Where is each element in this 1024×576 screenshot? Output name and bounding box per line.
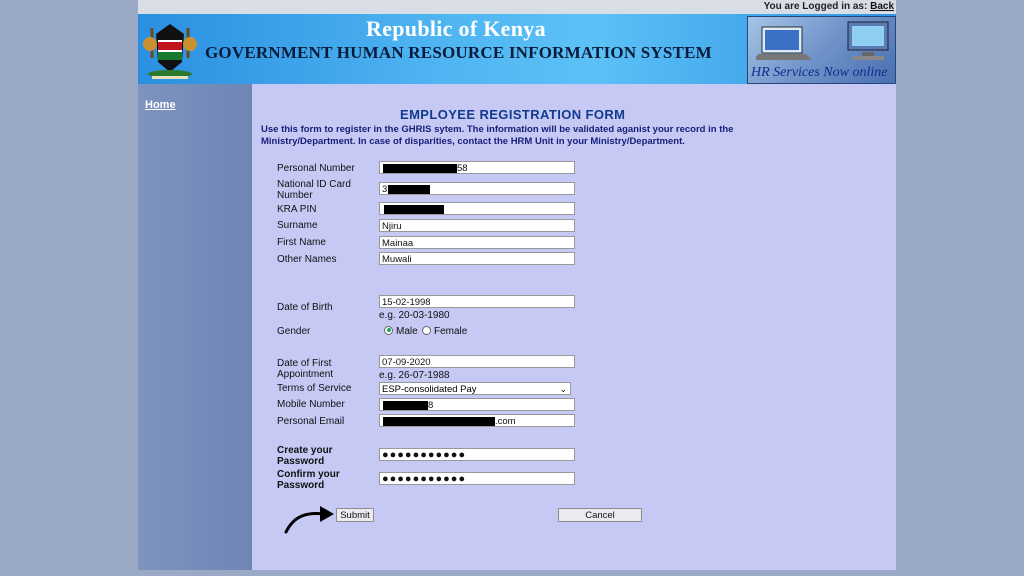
confirm-password-input[interactable]: ●●●●●●●●●●●	[379, 472, 575, 485]
header-banner	[138, 14, 896, 84]
hr-services-promo	[747, 16, 896, 84]
top-bar	[138, 0, 896, 14]
first-appointment-label: Date of First Appointment	[277, 358, 334, 380]
create-password-input[interactable]: ●●●●●●●●●●●	[379, 448, 575, 461]
form-intro: Use this form to register in the GHRIS sytem. The information will be validated aganist your record in the Ministry/Department. In case of disparities, contact the HRM Unit in your Ministry/Department.	[261, 124, 734, 147]
gender-male-radio[interactable]: Male	[384, 326, 418, 337]
sidebar	[138, 84, 252, 570]
kra-pin-label: KRA PIN	[277, 204, 317, 215]
gender-female-radio[interactable]: Female	[422, 326, 467, 337]
banner-title-country: Republic of Kenya	[366, 16, 546, 41]
redaction-block	[383, 401, 428, 410]
banner-title-system: GOVERNMENT HUMAN RESOURCE INFORMATION SYSTEM	[205, 43, 712, 62]
confirm-password-label: Confirm your Password	[277, 469, 340, 491]
logged-in-text: You are Logged in as:	[763, 1, 868, 12]
cancel-button[interactable]: Cancel	[558, 508, 642, 522]
home-link[interactable]: Home	[145, 99, 176, 111]
gender-label: Gender	[277, 326, 311, 337]
national-id-input[interactable]: 3	[379, 182, 575, 195]
laptop-icon	[756, 23, 816, 63]
registration-form	[252, 84, 896, 570]
coat-of-arms-icon	[142, 18, 198, 80]
redaction-block	[384, 205, 444, 214]
first-appointment-input[interactable]: 07-09-2020	[379, 355, 575, 368]
redaction-block	[383, 417, 495, 426]
create-password-label: Create your Password	[277, 445, 333, 467]
computer-icon	[844, 20, 894, 64]
other-names-label: Other Names	[277, 254, 337, 265]
national-id-label: National ID Card Number	[277, 179, 351, 201]
promo-text: HR Services Now online	[751, 65, 888, 80]
surname-input[interactable]: Njiru	[379, 219, 575, 232]
radio-selected-icon	[384, 326, 393, 335]
surname-label: Surname	[277, 220, 318, 231]
other-names-input[interactable]: Muwali	[379, 252, 575, 265]
form-title: EMPLOYEE REGISTRATION FORM	[400, 107, 626, 122]
first-name-input[interactable]: Mainaa	[379, 236, 575, 249]
back-link[interactable]: Back	[870, 1, 894, 12]
chevron-down-icon: ⌄	[559, 384, 567, 394]
mobile-input[interactable]: 8	[379, 398, 575, 411]
terms-label: Terms of Service	[277, 383, 352, 394]
email-label: Personal Email	[277, 416, 345, 427]
terms-select[interactable]: ESP-consolidated Pay ⌄	[379, 382, 571, 395]
first-appointment-hint: e.g. 26-07-1988	[379, 370, 450, 381]
redaction-block	[388, 185, 430, 194]
personal-number-label: Personal Number	[277, 163, 355, 174]
dob-label: Date of Birth	[277, 302, 333, 313]
dob-input[interactable]: 15-02-1998	[379, 295, 575, 308]
mobile-label: Mobile Number	[277, 399, 345, 410]
redaction-block	[383, 164, 457, 173]
pointer-arrow-icon	[284, 504, 336, 534]
submit-button[interactable]: Submit	[336, 508, 374, 522]
personal-number-input[interactable]: 58	[379, 161, 575, 174]
radio-unselected-icon	[422, 326, 431, 335]
email-input[interactable]: .com	[379, 414, 575, 427]
kra-pin-input[interactable]	[379, 202, 575, 215]
page	[138, 0, 896, 570]
dob-hint: e.g. 20-03-1980	[379, 310, 450, 321]
first-name-label: First Name	[277, 237, 326, 248]
